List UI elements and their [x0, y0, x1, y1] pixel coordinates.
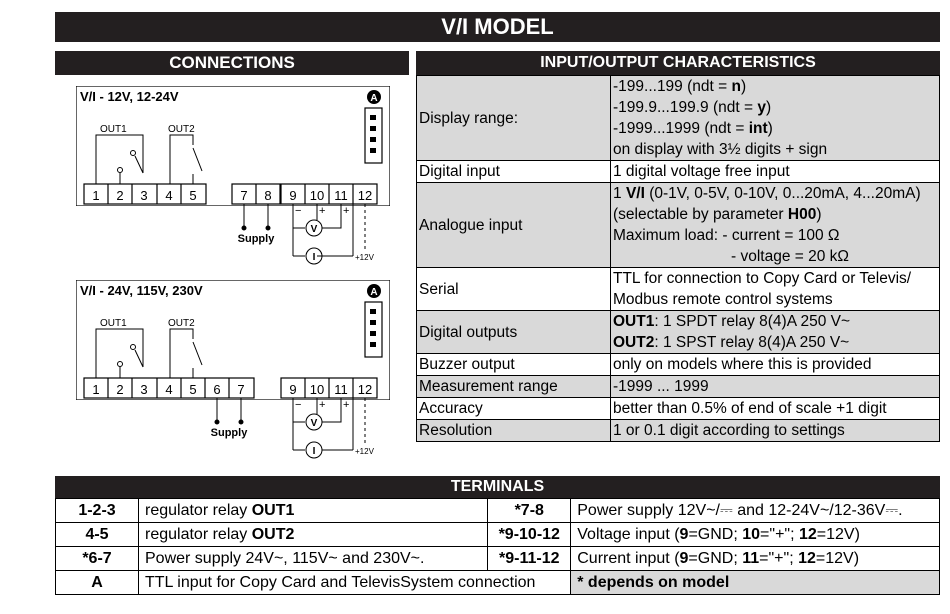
plus-label-10: + [319, 399, 326, 411]
current-source-icon: I [312, 252, 316, 263]
terminal-9: 9 [289, 382, 297, 397]
terminal-key: *7-8 [488, 499, 571, 523]
minus-label: − [295, 205, 302, 217]
io-characteristics-table [416, 75, 940, 442]
wiring-diagram-24v [76, 280, 390, 400]
supply-label: Supply [237, 233, 275, 245]
plus-label-11: + [343, 205, 350, 217]
resolution-value: 1 or 0.1 digit according to settings [611, 420, 940, 442]
terminal-key: *6-7 [56, 547, 139, 571]
io-heading: INPUT/OUTPUT CHARACTERISTICS [416, 51, 940, 75]
plus-label-11: + [343, 399, 350, 411]
ttl-badge-label: A [370, 287, 378, 298]
terminal-4: 4 [165, 188, 173, 203]
terminal-7: 7 [237, 382, 245, 397]
buzzer-output-value: only on models where this is provided [611, 354, 940, 376]
terminal-1: 1 [92, 382, 100, 397]
terminal-desc: Current input (9=GND; 11="+"; 12=12V) [571, 547, 940, 571]
terminal-12: 12 [357, 188, 373, 203]
terminal-8: 8 [264, 188, 272, 203]
table-row [417, 420, 940, 442]
terminal-10: 10 [309, 188, 325, 203]
terminal-5: 5 [189, 382, 197, 397]
supply-label: Supply [210, 427, 248, 439]
digital-input-value: 1 digital voltage free input [611, 161, 940, 183]
out2-label: OUT2 [168, 124, 195, 135]
wiring-diagram-12v [76, 86, 390, 206]
terminal-desc: regulator relay OUT1 [139, 499, 488, 523]
accuracy-label: Accuracy [417, 398, 611, 420]
plus-label-10: + [319, 205, 326, 217]
terminal-6: 6 [213, 382, 221, 397]
terminal-11: 11 [334, 382, 348, 397]
minus-label: − [295, 399, 302, 411]
terminal-10: 10 [309, 382, 325, 397]
terminals-heading: TERMINALS [55, 476, 940, 498]
terminal-2: 2 [116, 188, 124, 203]
diagram-title: V/I - 24V, 115V, 230V [80, 283, 203, 298]
table-row [417, 268, 940, 311]
table-row [417, 161, 940, 183]
table-row [56, 571, 940, 595]
plus-12v-label: +12V [355, 253, 374, 262]
accuracy-value: better than 0.5% of end of scale +1 digit [611, 398, 940, 420]
terminal-desc: TTL input for Copy Card and TelevisSystem connection [139, 571, 571, 595]
terminal-3: 3 [140, 188, 148, 203]
display-range-label: Display range: [417, 76, 611, 161]
table-row [417, 311, 940, 354]
table-row [417, 376, 940, 398]
serial-value: TTL for connection to Copy Card or Televis/ Modbus remote control systems [611, 268, 940, 311]
wiring-diagram-24v-svg [76, 280, 390, 400]
wiring-diagram-12v-external [76, 204, 390, 274]
terminal-key: *9-10-12 [488, 523, 571, 547]
terminals-table [55, 498, 940, 595]
model-note: * depends on model [571, 571, 940, 595]
terminal-desc: Power supply 24V~, 115V~ and 230V~. [139, 547, 488, 571]
plus-12v-label: +12V [355, 447, 374, 456]
terminal-key: 1-2-3 [56, 499, 139, 523]
terminal-key: *9-11-12 [488, 547, 571, 571]
table-row [417, 354, 940, 376]
digital-outputs-label: Digital outputs [417, 311, 611, 354]
table-row [56, 499, 940, 523]
serial-label: Serial [417, 268, 611, 311]
terminal-12: 12 [357, 382, 373, 397]
table-row [417, 398, 940, 420]
buzzer-output-label: Buzzer output [417, 354, 611, 376]
terminal-key: 4-5 [56, 523, 139, 547]
table-row [417, 76, 940, 161]
table-row [417, 183, 940, 268]
current-source-icon: I [312, 446, 316, 457]
terminal-5: 5 [189, 188, 197, 203]
terminal-desc: Power supply 12V~/⎓ and 12-24V~/12-36V⎓. [571, 499, 940, 523]
terminal-desc: regulator relay OUT2 [139, 523, 488, 547]
page-title: V/I MODEL [55, 12, 940, 42]
display-range-value: -199...199 (ndt = n) -199.9...199.9 (ndt = y) -1999...1999 (ndt = int) on display with 3½ digits + sign [611, 76, 940, 161]
measurement-range-value: -1999 ... 1999 [611, 376, 940, 398]
terminal-4: 4 [165, 382, 173, 397]
voltage-source-icon: V [310, 224, 318, 235]
digital-outputs-value: OUT1: 1 SPDT relay 8(4)A 250 V~ OUT2: 1 SPST relay 8(4)A 250 V~ [611, 311, 940, 354]
terminal-3: 3 [140, 382, 148, 397]
resolution-label: Resolution [417, 420, 611, 442]
analogue-input-label: Analogue input [417, 183, 611, 268]
digital-input-label: Digital input [417, 161, 611, 183]
measurement-range-label: Measurement range [417, 376, 611, 398]
table-row [56, 523, 940, 547]
terminal-key: A [56, 571, 139, 595]
out1-label: OUT1 [100, 318, 127, 329]
terminal-9: 9 [289, 188, 297, 203]
connections-heading: CONNECTIONS [55, 51, 409, 75]
terminal-7: 7 [240, 188, 248, 203]
table-row [56, 547, 940, 571]
analogue-input-value: 1 V/I (0-1V, 0-5V, 0-10V, 0...20mA, 4...20mA) (selectable by parameter H00) Maximum load: - current = 100 Ω - voltage = 20 kΩ [611, 183, 940, 268]
terminal-desc: Voltage input (9=GND; 10="+"; 12=12V) [571, 523, 940, 547]
voltage-source-icon: V [310, 418, 318, 429]
ttl-badge-label: A [370, 93, 378, 104]
out2-label: OUT2 [168, 318, 195, 329]
terminal-1: 1 [92, 188, 100, 203]
terminal-2: 2 [116, 382, 124, 397]
wiring-diagram-24v-external [76, 398, 390, 468]
terminal-11: 11 [334, 188, 348, 203]
out1-label: OUT1 [100, 124, 127, 135]
wiring-diagram-12v-svg [76, 86, 390, 206]
diagram-title: V/I - 12V, 12-24V [80, 89, 179, 104]
